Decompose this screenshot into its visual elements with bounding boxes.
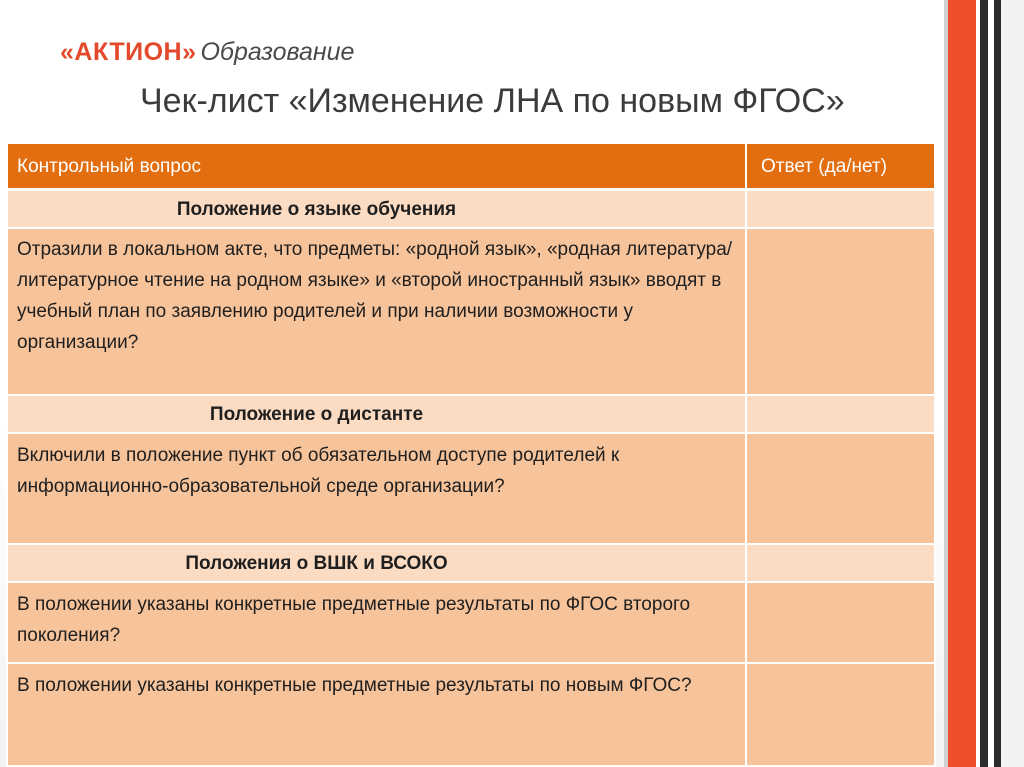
page-title: Чек-лист «Изменение ЛНА по новым ФГОС» xyxy=(140,82,845,120)
question-row xyxy=(7,582,935,663)
section-title xyxy=(7,395,746,433)
logo-subtitle: Образование xyxy=(200,38,355,66)
decor-stripe-dark xyxy=(980,0,988,767)
question-text: В положении указаны конкретные предметные результаты по ФГОС второго поколения? xyxy=(7,582,746,663)
section-title-text: Положение о дистанте xyxy=(209,403,424,425)
section-title xyxy=(7,190,746,229)
decor-stripe-orange xyxy=(948,0,976,767)
answer-cell[interactable] xyxy=(746,663,935,766)
answer-cell[interactable] xyxy=(746,433,935,544)
decor-stripe-dark xyxy=(994,0,1001,767)
column-header-answer: Ответ (да/нет) xyxy=(746,143,935,190)
question-text: Включили в положение пункт об обязательном доступе родителей к информационно-образовательной среде организации? xyxy=(7,433,746,544)
section-row xyxy=(7,395,935,433)
section-title-text: Положение о языке обучения xyxy=(176,198,457,220)
answer-cell[interactable] xyxy=(746,582,935,663)
answer-cell[interactable] xyxy=(746,395,935,433)
question-row xyxy=(7,433,935,544)
table-header-row xyxy=(7,143,935,190)
question-text: Отразили в локальном акте, что предметы: «родной язык», «родная литература/литературное чтение на родном языке» и «второй иностранный язык» вводят в учебный план по заявлению родителей и при наличии возможности у организации? xyxy=(7,228,746,395)
answer-cell[interactable] xyxy=(746,228,935,395)
column-header-question: Контрольный вопрос xyxy=(7,143,746,190)
question-row xyxy=(7,228,935,395)
question-row xyxy=(7,663,935,766)
question-text: В положении указаны конкретные предметные результаты по новым ФГОС? xyxy=(7,663,746,766)
answer-cell[interactable] xyxy=(746,544,935,582)
logo-brand: «АКТИОН» xyxy=(60,38,197,66)
answer-cell[interactable] xyxy=(746,190,935,229)
section-title-text: Положения о ВШК и ВСОКО xyxy=(185,552,448,574)
section-row xyxy=(7,544,935,582)
section-row xyxy=(7,190,935,229)
decor-stripe xyxy=(1001,0,1024,767)
section-title xyxy=(7,544,746,582)
aktion-logo xyxy=(60,38,354,68)
checklist-table xyxy=(6,142,936,767)
